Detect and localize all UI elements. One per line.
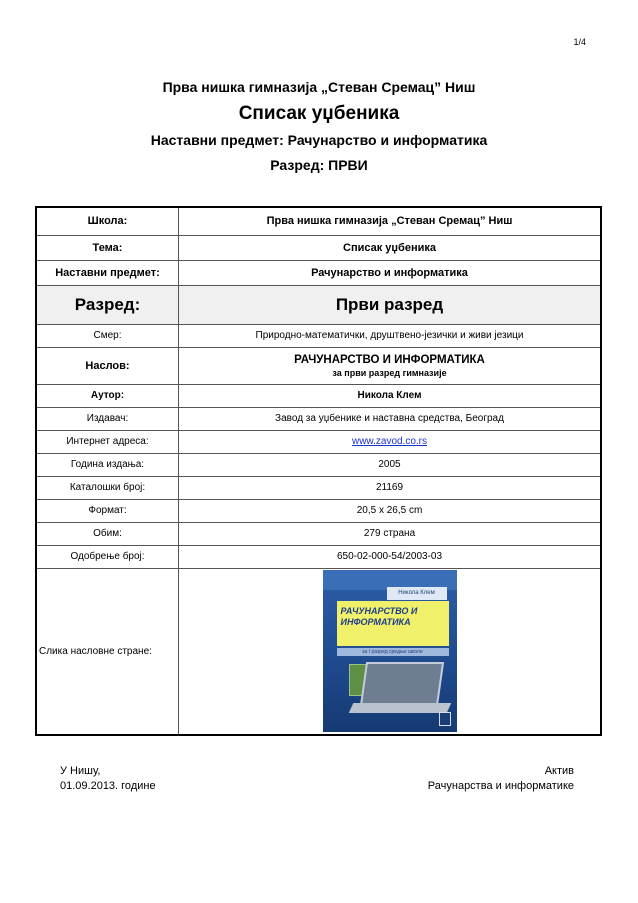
page-number: 1/4 bbox=[573, 37, 586, 47]
cover-cell bbox=[179, 568, 602, 735]
table-row bbox=[36, 347, 601, 384]
table-row bbox=[36, 476, 601, 499]
publisher-label: Издавач: bbox=[36, 407, 179, 430]
approval-value: 650-02-000-54/2003-03 bbox=[179, 545, 602, 568]
subject-value: Рачунарство и информатика bbox=[179, 260, 602, 285]
table-row bbox=[36, 285, 601, 324]
grade-value: Први разред bbox=[179, 285, 602, 324]
footer-org-line1: Актив bbox=[544, 765, 574, 777]
footer-place: У Нишу, bbox=[60, 765, 101, 777]
table-row bbox=[36, 453, 601, 476]
footer-place-date bbox=[60, 764, 156, 794]
table-row bbox=[36, 324, 601, 347]
table-row bbox=[36, 430, 601, 453]
track-label: Смер: bbox=[36, 324, 179, 347]
table-row bbox=[36, 207, 601, 235]
table-row bbox=[36, 407, 601, 430]
format-value: 20,5 x 26,5 cm bbox=[179, 499, 602, 522]
table-row bbox=[36, 522, 601, 545]
footer-signature bbox=[428, 764, 574, 794]
extent-label: Обим: bbox=[36, 522, 179, 545]
table-row bbox=[36, 545, 601, 568]
topic-label: Тема: bbox=[36, 235, 179, 260]
publisher-logo-icon bbox=[439, 712, 451, 726]
footer-org-line2: Рачунарства и информатике bbox=[427, 780, 574, 792]
cover-label: Слика насловне стране: bbox=[36, 568, 179, 735]
publisher-value: Завод за уџбенике и наставна средства, Београд bbox=[179, 407, 602, 430]
author-value: Никола Клем bbox=[179, 384, 602, 407]
year-label: Година издања: bbox=[36, 453, 179, 476]
header-school: Прва нишка гимназија „Стеван Сремац” Ниш bbox=[162, 79, 476, 95]
school-value: Прва нишка гимназија „Стеван Сремац” Ниш bbox=[179, 207, 602, 235]
publisher-website-link[interactable]: www.zavod.co.rs bbox=[351, 436, 428, 447]
school-label: Школа: bbox=[36, 207, 179, 235]
book-title: РАЧУНАРСТВО И ИНФОРМАТИКА bbox=[294, 353, 485, 366]
header-grade: Разред: ПРВИ bbox=[270, 157, 368, 173]
cover-subtitle: за I разред средње школе bbox=[337, 648, 449, 656]
cover-author: Никола Клем bbox=[387, 587, 447, 600]
title-label: Наслов: bbox=[36, 347, 179, 384]
table-row bbox=[36, 499, 601, 522]
title-value bbox=[179, 347, 602, 384]
subject-label: Наставни предмет: bbox=[36, 260, 179, 285]
textbook-table bbox=[35, 206, 602, 736]
footer-date: 01.09.2013. године bbox=[60, 780, 156, 792]
format-label: Формат: bbox=[36, 499, 179, 522]
book-subtitle: за први разред гимназије bbox=[332, 367, 447, 378]
grade-label: Разред: bbox=[36, 285, 179, 324]
catalog-label: Каталошки број: bbox=[36, 476, 179, 499]
author-label: Аутор: bbox=[36, 384, 179, 407]
web-label: Интернет адреса: bbox=[36, 430, 179, 453]
cover-title: РАЧУНАРСТВО И ИНФОРМАТИКА bbox=[340, 606, 418, 628]
book-cover-image bbox=[323, 570, 457, 732]
table-row bbox=[36, 235, 601, 260]
year-value: 2005 bbox=[179, 453, 602, 476]
catalog-value: 21169 bbox=[179, 476, 602, 499]
page-title: Списак уџбеника bbox=[238, 103, 400, 124]
track-value: Природно-математички, друштвено-језички и живи језици bbox=[179, 324, 602, 347]
table-row bbox=[36, 384, 601, 407]
topic-value: Списак уџбеника bbox=[179, 235, 602, 260]
web-cell bbox=[179, 430, 602, 453]
approval-label: Одобрење број: bbox=[36, 545, 179, 568]
table-row bbox=[36, 260, 601, 285]
header-subject: Наставни предмет: Рачунарство и информатика bbox=[150, 132, 488, 148]
table-row bbox=[36, 568, 601, 735]
extent-value: 279 страна bbox=[179, 522, 602, 545]
laptop-icon bbox=[359, 662, 443, 706]
